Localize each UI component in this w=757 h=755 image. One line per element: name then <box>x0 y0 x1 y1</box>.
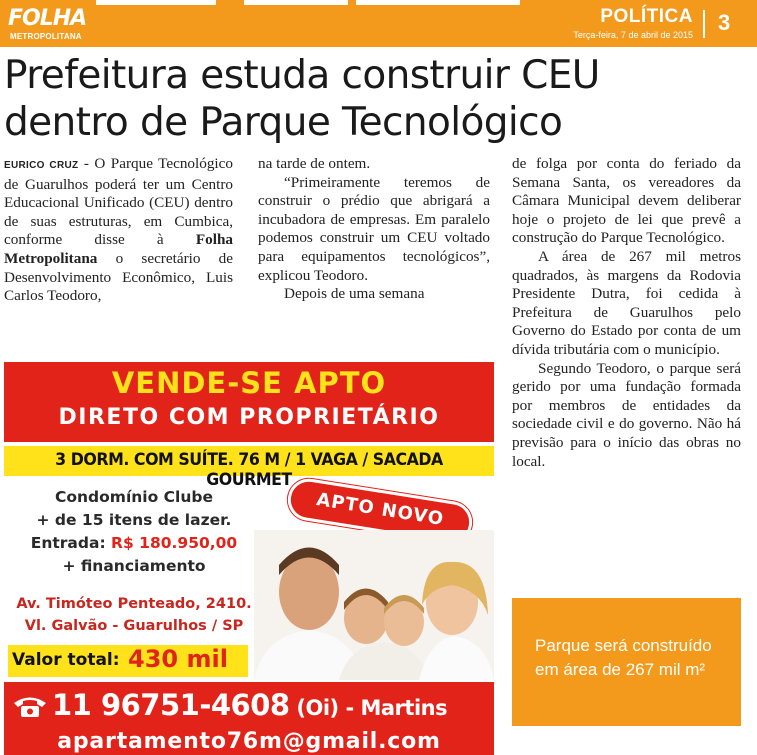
header-divider <box>703 10 705 38</box>
page-number: 3 <box>718 10 731 35</box>
issue-date: Terça-feira, 7 de abril de 2015 <box>573 30 693 40</box>
ad-entry-price: R$ 180.950,00 <box>111 534 238 552</box>
page-header <box>0 0 757 47</box>
author-byline: EURICO CRUZ <box>4 160 79 171</box>
paragraph: EURICO CRUZ - O Parque Tecnológico de Guarulhos poderá ter um Centro Educacional Unificado (CEU) dentro de suas estruturas, em Cumbica, conforme disse à Folha Metropolitana o secretário de Desenvolvimento Econômico, Luis Carlos Teodoro, <box>4 155 233 305</box>
ad-title-band <box>4 362 494 442</box>
ad-total-price <box>8 645 248 677</box>
ad-subtitle: DIRETO COM PROPRIETÁRIO <box>58 405 440 430</box>
headline-line-2: dentro de Parque Tecnológico <box>4 100 563 145</box>
ad-phone-operator: (Oi) - Martins <box>289 696 448 720</box>
real-estate-ad <box>4 362 494 755</box>
ad-total-value: 430 mil <box>128 645 228 673</box>
paragraph: na tarde de ontem. <box>258 155 371 172</box>
newspaper-logo: FOLHA METROPOLITANA <box>8 6 87 41</box>
headline-line-1: Prefeitura estuda construir CEU <box>4 53 600 98</box>
ad-badge-text: APTO NOVO <box>314 489 446 530</box>
telephone-icon <box>12 694 48 718</box>
ad-address: Av. Timóteo Penteado, 2410. Vl. Galvão - Guarulhos / SP <box>16 596 252 634</box>
highlight-text: Parque será construído em área de 267 mil m² <box>535 636 712 679</box>
article-column-3 <box>512 155 741 471</box>
paragraph: “Primeiramente teremos de construir o prédio que abrigará a incubadora de empresas. Em paralelo podemos construir um CEU voltado para equipamentos tecnológicos”, explicou Teodoro. <box>258 173 490 284</box>
paragraph: Depois de uma semana <box>284 285 425 303</box>
ad-phone-number: 11 96751-4608 <box>52 688 290 722</box>
ad-features: 3 DORM. COM SUÍTE. 76 M / 1 VAGA / SACADA GOURMET <box>55 450 443 490</box>
paragraph: de folga por conta do feriado da Semana Santa, os vereadores da Câmara Municipal devem deliberar hoje o projeto de lei que prevê a construção do Parque Tecnológico. <box>512 155 741 247</box>
paragraph: Segundo Teodoro, o parque será gerido por uma fundação formada por membros de entidades da sociedade civil e do governo. Não há previsão para o início das obras no local. <box>512 359 741 470</box>
paragraph: A área de 267 mil metros quadrados, às margens da Rodovia Presidente Dutra, foi cedida à Prefeitura de Guarulhos pelo Governo do Estado por conta de um dívida tributária com o município. <box>512 247 741 358</box>
newspaper-name: Folha Metropolitana <box>4 231 233 267</box>
family-photo <box>254 530 494 680</box>
article-headline <box>4 52 754 146</box>
ad-features-strip <box>4 446 494 490</box>
ad-entry: Entrada: R$ 180.950,00 <box>30 534 238 552</box>
ad-contact-band <box>4 682 494 755</box>
article-column-2 <box>258 155 490 304</box>
section-name: POLÍTICA <box>600 6 693 27</box>
highlight-box <box>512 598 741 726</box>
article-column-1 <box>4 155 233 306</box>
ad-condo-info: Condomínio Clube + de 15 itens de lazer. Entrada: R$ 180.950,00 + financiamento <box>4 486 264 578</box>
ad-email: apartamento76m@gmail.com <box>57 729 441 754</box>
ad-title: VENDE-SE APTO <box>111 366 387 400</box>
ad-total-label: Valor total: <box>12 650 120 670</box>
ad-phone <box>52 688 447 722</box>
